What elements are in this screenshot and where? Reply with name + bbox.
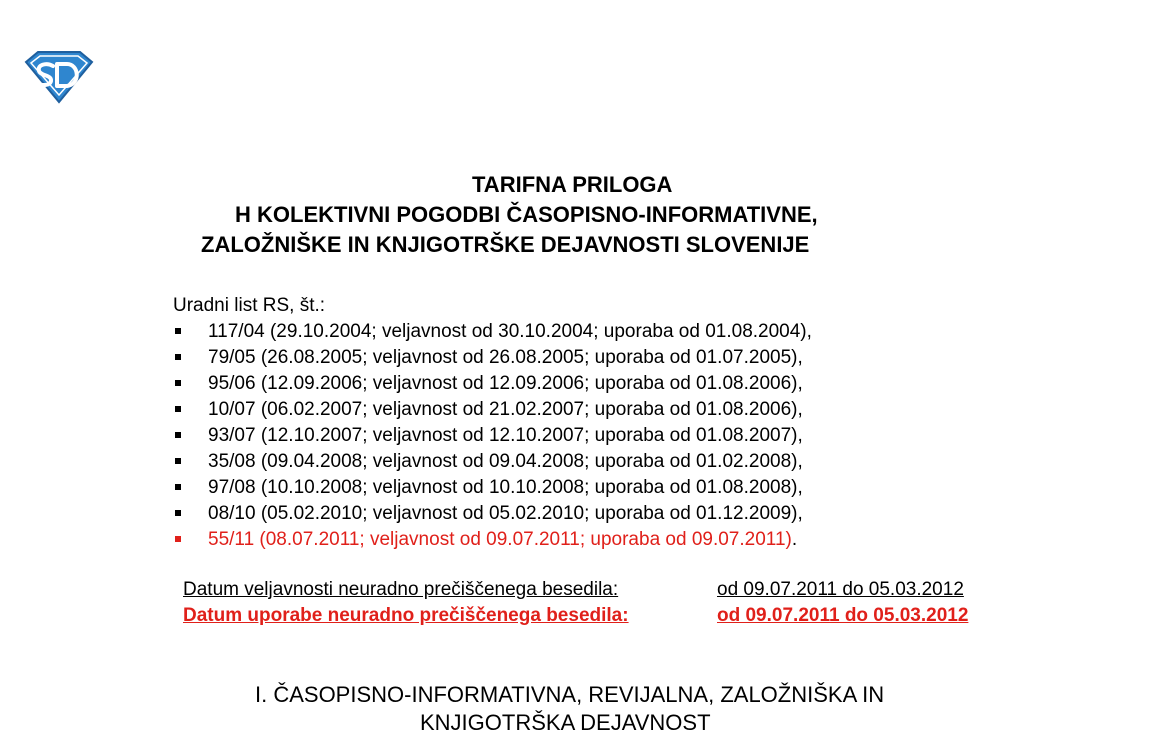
list-item-text: 10/07 (06.02.2007; veljavnost od 21.02.2007; uporaba od 01.08.2006),	[208, 399, 803, 420]
gazette-label: Uradni list RS, št.:	[173, 295, 326, 316]
list-item-text: 35/08 (09.04.2008; veljavnost od 09.04.2008; uporaba od 01.02.2008),	[208, 451, 803, 472]
bullet-icon	[175, 328, 181, 334]
bullet-icon	[175, 536, 181, 542]
bullet-icon	[175, 354, 181, 360]
list-item-text: 117/04 (29.10.2004; veljavnost od 30.10.2004; uporaba od 01.08.2004),	[208, 321, 812, 342]
section-heading-line-2: KNJIGOTRŠKA DEJAVNOST	[420, 710, 711, 735]
bullet-icon	[175, 406, 181, 412]
current-item-end: .	[791, 529, 798, 550]
list-item-text: 08/10 (05.02.2010; veljavnost od 05.02.2010; uporaba od 01.12.2009),	[208, 503, 803, 524]
bullet-icon	[175, 510, 181, 516]
title-line-1: TARIFNA PRILOGA	[472, 172, 673, 197]
list-item-text: 79/05 (26.08.2005; veljavnost od 26.08.2005; uporaba od 01.07.2005),	[208, 347, 803, 368]
section-heading-line-1: I. ČASOPISNO-INFORMATIVNA, REVIJALNA, ZALOŽNIŠKA IN	[255, 682, 885, 707]
title-line-3: ZALOŽNIŠKE IN KNJIGOTRŠKE DEJAVNOSTI SLOVENIJE	[201, 232, 810, 257]
bullet-icon	[175, 380, 181, 386]
use-date-value: od 09.07.2011 do 05.03.2012	[717, 605, 969, 626]
validity-date-label: Datum veljavnosti neuradno prečiščenega besedila:	[183, 579, 619, 600]
bullet-icon	[175, 432, 181, 438]
use-date-label: Datum uporabe neuradno prečiščenega besedila:	[183, 605, 629, 626]
list-item-text: 93/07 (12.10.2007; veljavnost od 12.10.2007; uporaba od 01.08.2007),	[208, 425, 803, 446]
bullet-icon	[175, 484, 181, 490]
validity-date-value: od 09.07.2011 do 05.03.2012	[717, 579, 964, 600]
list-item-text: 97/08 (10.10.2008; veljavnost od 10.10.2008; uporaba od 01.08.2008),	[208, 477, 803, 498]
sd-logo-icon	[22, 48, 96, 104]
list-item-text: 95/06 (12.09.2006; veljavnost od 12.09.2006; uporaba od 01.08.2006),	[208, 373, 803, 394]
current-item-text: 55/11 (08.07.2011; veljavnost od 09.07.2011; uporaba od 09.07.2011)	[208, 529, 792, 550]
list-item-text	[208, 527, 797, 553]
bullet-icon	[175, 458, 181, 464]
title-line-2: H KOLEKTIVNI POGODBI ČASOPISNO-INFORMATIVNE,	[235, 202, 818, 227]
